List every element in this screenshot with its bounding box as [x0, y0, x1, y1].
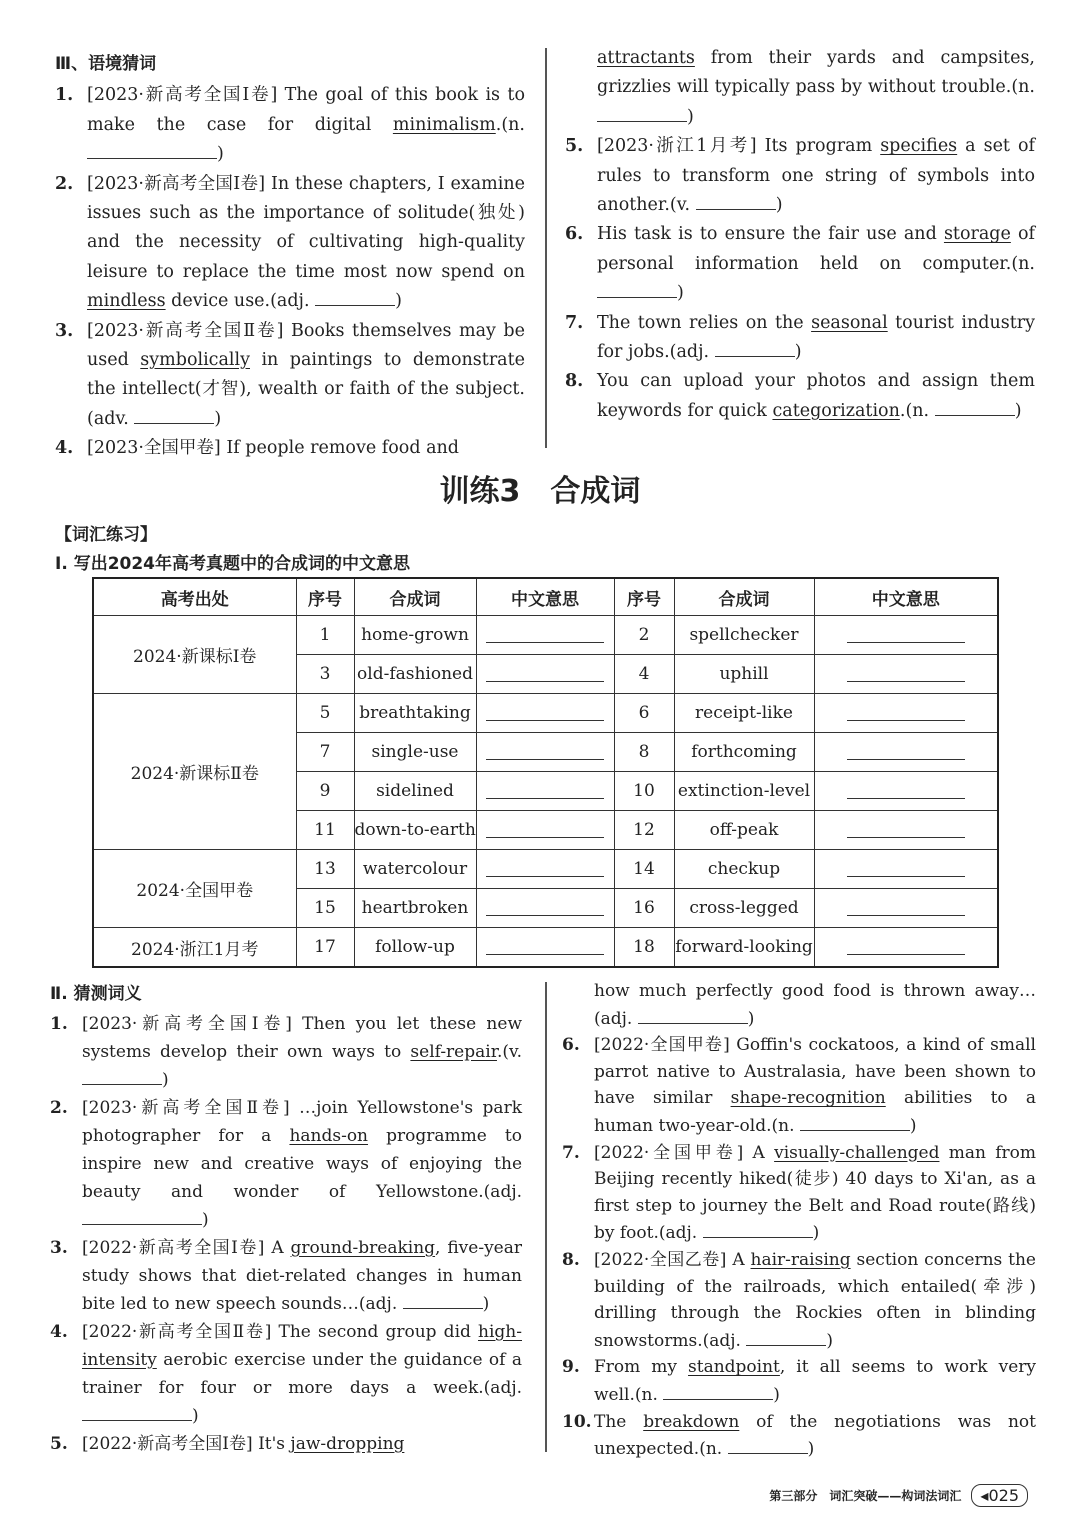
list-item: 6. His task is to ensure the fair use and storage of personal information held on computer.(n. ) — [565, 220, 1035, 308]
source-cell: 2024·新课标Ⅰ卷 — [93, 616, 296, 694]
list-item: 10. The breakdown of the negotiations was not unexpected.(n. ) — [562, 1409, 1036, 1463]
item-number: 3. — [50, 1238, 68, 1258]
item-number: 1. — [50, 1014, 68, 1034]
table-header-row — [93, 578, 998, 616]
answer-blank[interactable] — [847, 934, 965, 955]
number-cell: 8 — [614, 733, 674, 772]
item-text-end: tourist industry for jobs. — [597, 312, 1036, 363]
answer-blank[interactable] — [847, 700, 965, 721]
source-cell: 2024·浙江1月考 — [93, 928, 296, 968]
target-word: hands-on — [289, 1126, 369, 1146]
word-cell: breathtaking — [354, 694, 476, 733]
number-cell: 18 — [614, 928, 674, 968]
item-continuation: attractants from their yards and campsites, grizzlies will typically pass by without trouble.(n. ) — [597, 48, 1035, 127]
item-text-end: , it all seems to work very well. — [594, 1357, 1036, 1405]
answer-blank[interactable] — [847, 895, 965, 916]
part-of-speech: (adj. — [358, 1294, 398, 1314]
column-header: 高考出处 — [93, 578, 296, 616]
item-text: The town relies on the — [597, 312, 812, 333]
answer-blank[interactable] — [87, 140, 217, 159]
item-number: 2. — [50, 1098, 68, 1118]
target-word: attractants — [597, 48, 695, 68]
list-item: 3. [2023·新高考全国Ⅱ卷] Books themselves may be used symbolically in paintings to demonstrate the intellect(才智), wealth or faith of the subject.(adv. ) — [55, 317, 525, 435]
table-row — [93, 928, 998, 968]
item-source: [2022·全国甲卷] — [594, 1035, 730, 1056]
meaning-cell[interactable] — [814, 694, 998, 733]
item-text-end: , five-year study shows that diet-related changes in human bite led to new speech sounds… — [82, 1238, 523, 1314]
answer-blank[interactable] — [82, 1402, 192, 1421]
column-header: 序号 — [614, 578, 674, 616]
word-cell: checkup — [674, 850, 814, 889]
part-of-speech: (n. — [771, 1115, 795, 1136]
item-text: A — [752, 1142, 775, 1163]
target-word: shape-recognition — [730, 1088, 886, 1109]
item-source: [2023·新高考全国Ⅰ卷] — [87, 85, 278, 106]
part-of-speech: (adj. — [669, 342, 710, 363]
item-source: [2023·新高考全国Ⅱ卷] — [82, 1098, 290, 1118]
part-of-speech: (v. — [669, 195, 691, 216]
number-cell: 14 — [614, 850, 674, 889]
answer-blank[interactable] — [847, 661, 965, 682]
item-source: [2022·新高考全国Ⅱ卷] — [82, 1322, 272, 1342]
target-word: specifies — [880, 136, 958, 157]
item-text: His task is to ensure the fair use and — [597, 224, 944, 245]
answer-blank[interactable] — [800, 1112, 910, 1131]
answer-blank[interactable] — [82, 1206, 202, 1225]
item-source: [2023·新高考全国Ⅱ卷] — [87, 320, 284, 341]
meaning-cell[interactable] — [476, 616, 614, 655]
column-header: 合成词 — [354, 578, 476, 616]
item-text-end: a set of rules to transform one string of symbols into another. — [597, 136, 1035, 216]
number-cell: 13 — [296, 850, 354, 889]
number-cell: 2 — [614, 616, 674, 655]
part-of-speech: (v. — [502, 1042, 522, 1062]
item-source: [2023·新高考全国Ⅰ卷] — [87, 173, 266, 194]
item-text: You can upload your photos and assign them keywords for quick — [597, 371, 1035, 421]
item-number: 6. — [562, 1035, 580, 1056]
item-text: It's — [258, 1434, 291, 1454]
part-of-speech: (adj. — [270, 291, 310, 312]
item-number: 2. — [55, 173, 74, 194]
section2-heading: Ⅱ. 猜测词义 — [50, 984, 142, 1004]
item-source: [2023·浙江1月考] — [597, 136, 757, 157]
meaning-cell[interactable] — [476, 889, 614, 928]
item-text: If people remove food and — [226, 438, 459, 459]
list-item: 1. [2023·新高考全国Ⅰ卷] The goal of this book is to make the case for digital minimalism.(n. ) — [55, 81, 525, 169]
item-text-end: . — [495, 114, 502, 135]
item-number: 10. — [562, 1411, 592, 1432]
answer-blank[interactable] — [486, 856, 604, 877]
table-row — [93, 694, 998, 733]
answer-blank[interactable] — [82, 1066, 162, 1085]
part-of-speech: (adj. — [658, 1223, 698, 1244]
answer-blank[interactable] — [663, 1381, 773, 1400]
item-text-end: from their yards and campsites, grizzlies will typically pass by without trouble. — [597, 48, 1035, 98]
item-number: 4. — [55, 438, 74, 459]
item-text: The goal of this book is to make the case for digital — [87, 85, 525, 135]
meaning-cell[interactable] — [814, 616, 998, 655]
item-number: 5. — [50, 1434, 68, 1454]
list-item: 4. [2022·新高考全国Ⅱ卷] The second group did high-intensity aerobic exercise under the guidance of a trainer for four or more days a week.(adj. ) — [50, 1318, 522, 1430]
item-number: 7. — [562, 1142, 580, 1163]
task1-heading: Ⅰ. 写出2024年高考真题中的合成词的中文意思 — [55, 554, 411, 574]
list-item: 7. The town relies on the seasonal tourist industry for jobs.(adj. ) — [565, 309, 1035, 368]
part-of-speech: (adj. — [483, 1378, 522, 1398]
word-cell: cross-legged — [674, 889, 814, 928]
item-number: 6. — [565, 224, 584, 245]
answer-blank[interactable] — [403, 1290, 483, 1309]
meaning-cell[interactable] — [814, 889, 998, 928]
part-of-speech: (n. — [1011, 77, 1035, 98]
answer-blank[interactable] — [715, 338, 795, 357]
item-number: 5. — [565, 136, 584, 157]
list-item: 9. From my standpoint, it all seems to work very well.(n. ) — [562, 1354, 1036, 1408]
list-item: 6. [2022·全国甲卷] Goffin's cockatoos, a kind of small parrot native to Australasia, have been shown to have similar shape-recognition abilities to a human two-year-old.(n. ) — [562, 1032, 1036, 1139]
meaning-cell[interactable] — [476, 928, 614, 968]
meaning-cell[interactable] — [814, 928, 998, 968]
answer-blank[interactable] — [847, 739, 965, 760]
item-text-end: device use. — [165, 291, 271, 312]
answer-blank[interactable] — [728, 1435, 808, 1454]
list-item — [50, 1430, 522, 1458]
section3-right-column — [565, 44, 1035, 426]
answer-blank[interactable] — [696, 191, 776, 210]
word-cell: follow-up — [354, 928, 476, 968]
column-header: 序号 — [296, 578, 354, 616]
part-of-speech: (adj. — [702, 1330, 741, 1351]
item-number: 8. — [565, 371, 584, 392]
meaning-cell[interactable] — [476, 811, 614, 850]
meaning-cell[interactable] — [476, 772, 614, 811]
item-source: [2022·新高考全国Ⅰ卷] — [82, 1434, 253, 1454]
item-text: Its program — [764, 136, 881, 157]
item-continuation: how much perfectly good food is thrown away…(adj. ) — [594, 981, 1036, 1029]
answer-blank[interactable] — [638, 1005, 748, 1024]
item-source: [2023·新高考全国Ⅰ卷] — [82, 1014, 292, 1034]
answer-blank[interactable] — [486, 622, 604, 643]
item-text-end: . — [496, 1042, 503, 1062]
item-source: [2022·全国乙卷] — [594, 1249, 727, 1270]
meaning-cell[interactable] — [814, 733, 998, 772]
column-divider — [545, 982, 547, 1452]
word-cell: sidelined — [354, 772, 476, 811]
item-number: 9. — [562, 1357, 580, 1378]
target-word: categorization — [772, 400, 900, 421]
item-text-end: section concerns the building of the railroads, which entailed(牵涉) drilling through the Rockies often in blinding snowstorms. — [594, 1249, 1036, 1351]
item-text: Then you let these new systems develop their own ways to — [82, 1014, 522, 1062]
number-cell: 4 — [614, 655, 674, 694]
list-item: 5. [2023·浙江1月考] Its program specifies a set of rules to transform one string of symbols into another.(v. ) — [565, 132, 1035, 220]
number-cell: 6 — [614, 694, 674, 733]
target-word: ground-breaking — [290, 1238, 436, 1258]
target-word: visually-challenged — [774, 1142, 940, 1163]
word-cell: forward-looking — [674, 928, 814, 968]
word-cell: home-grown — [354, 616, 476, 655]
meaning-cell[interactable] — [814, 811, 998, 850]
item-text-end: of the negotiations was not unexpected. — [594, 1411, 1036, 1460]
part-of-speech: (adj. — [483, 1182, 522, 1202]
meaning-cell[interactable] — [814, 772, 998, 811]
item-source: [2023·全国甲卷] — [87, 438, 221, 459]
part-of-speech: (n. — [501, 114, 525, 135]
item-text-end: programme to inspire new and creative ways of enjoying the beauty and wonder of Yellowstone. — [82, 1126, 523, 1202]
answer-blank[interactable] — [746, 1327, 826, 1346]
answer-blank[interactable] — [847, 856, 965, 877]
part-of-speech: (n. — [905, 400, 930, 421]
section2-right-column — [562, 978, 1036, 1463]
answer-blank[interactable] — [486, 778, 604, 799]
page-title: 训练3 合成词 — [439, 474, 641, 509]
meaning-cell[interactable] — [814, 850, 998, 889]
section3-left-column — [55, 50, 525, 464]
item-number: 3. — [55, 320, 74, 341]
column-divider — [545, 48, 547, 448]
item-text-end: man from Beijing recently hiked(徒步) 40 days to Xi'an, as a first step to journey the Belt and Road route(路线) by foot. — [594, 1142, 1036, 1244]
target-word: mindless — [87, 291, 166, 312]
column-header: 中文意思 — [814, 578, 998, 616]
list-item: 7. [2022·全国甲卷] A visually-challenged man from Beijing recently hiked(徒步) 40 days to Xi'an, as a first step to journey the Belt and Road route(路线) by foot.(adj. ) — [562, 1140, 1036, 1247]
item-text: In these chapters, I examine issues such as the importance of solitude(独处) and the necessity of cultivating high-quality leisure to replace the time most now spend on — [87, 173, 526, 282]
answer-blank[interactable] — [486, 895, 604, 916]
number-cell: 3 — [296, 655, 354, 694]
word-cell: heartbroken — [354, 889, 476, 928]
target-word: symbolically — [140, 350, 250, 371]
part-of-speech: (n. — [634, 1384, 658, 1405]
section3-heading: Ⅲ、语境猜词 — [55, 54, 157, 74]
item-text-end: in paintings to demonstrate the intellect(才智), wealth or faith of the subject. — [87, 350, 526, 400]
meaning-cell[interactable] — [476, 850, 614, 889]
target-word: minimalism — [392, 114, 496, 135]
item-text-end: abilities to a human two-year-old. — [594, 1088, 1036, 1136]
answer-blank[interactable] — [597, 103, 687, 122]
item-text-end: . — [899, 400, 906, 421]
word-cell: uphill — [674, 655, 814, 694]
target-word: jaw-dropping — [290, 1434, 405, 1454]
word-cell: single-use — [354, 733, 476, 772]
target-word: seasonal — [811, 312, 888, 333]
answer-blank[interactable] — [134, 405, 214, 424]
number-cell: 16 — [614, 889, 674, 928]
answer-blank[interactable] — [486, 700, 604, 721]
word-cell: spellchecker — [674, 616, 814, 655]
item-text: Books themselves may be used — [87, 320, 525, 371]
column-header: 中文意思 — [476, 578, 614, 616]
item-source: [2022·全国甲卷] — [594, 1142, 744, 1163]
word-cell: off-peak — [674, 811, 814, 850]
item-number: 7. — [565, 312, 584, 333]
item-text: The — [594, 1411, 644, 1432]
item-text: Goffin's cockatoos, a kind of small parrot native to Australasia, have been shown to have similar — [594, 1035, 1036, 1109]
list-item: 3. [2022·新高考全国Ⅰ卷] A ground-breaking, five-year study shows that diet-related changes in human bite led to new speech sounds…(adj. ) — [50, 1234, 522, 1318]
page-number: ◂025 — [971, 1484, 1028, 1507]
list-item — [55, 434, 525, 463]
target-word: storage — [943, 224, 1011, 245]
list-item: 1. [2023·新高考全国Ⅰ卷] Then you let these new systems develop their own ways to self-repair.(v. ) — [50, 1010, 522, 1094]
item-source: [2022·新高考全国Ⅰ卷] — [82, 1238, 265, 1258]
list-item: 2. [2023·新高考全国Ⅱ卷] …join Yellowstone's park photographer for a hands-on programme to inspire new and creative ways of enjoying the beauty and wonder of Yellowstone.(adj. ) — [50, 1094, 522, 1234]
part-of-speech: (n. — [1011, 253, 1035, 274]
word-cell: old-fashioned — [354, 655, 476, 694]
list-item: 2. [2023·新高考全国Ⅰ卷] In these chapters, I examine issues such as the importance of solitude(独处) and the necessity of cultivating high-quality leisure to replace the time most now spend on mindless device use.(adj. ) — [55, 170, 525, 317]
number-cell: 10 — [614, 772, 674, 811]
meaning-cell[interactable] — [476, 694, 614, 733]
target-word: high-intensity — [82, 1322, 522, 1370]
item-text-end: aerobic exercise under the guidance of a trainer for four or more days a week. — [82, 1350, 522, 1398]
source-cell: 2024·新课标Ⅱ卷 — [93, 694, 296, 850]
meaning-cell[interactable] — [476, 733, 614, 772]
column-header: 合成词 — [674, 578, 814, 616]
word-cell: extinction-level — [674, 772, 814, 811]
meaning-cell[interactable] — [476, 655, 614, 694]
answer-blank[interactable] — [847, 817, 965, 838]
answer-blank[interactable] — [315, 287, 395, 306]
answer-blank[interactable] — [847, 622, 965, 643]
item-text: The second group did — [278, 1322, 479, 1342]
footer-section-label: 第三部分 词汇突破——构词法词汇 — [769, 1489, 962, 1503]
number-cell: 1 — [296, 616, 354, 655]
word-cell: receipt-like — [674, 694, 814, 733]
number-cell: 17 — [296, 928, 354, 968]
item-text: From my — [594, 1357, 689, 1378]
word-cell: down-to-earth — [354, 811, 476, 850]
list-item: 8. [2022·全国乙卷] A hair-raising section concerns the building of the railroads, which entailed(牵涉) drilling through the Rockies often in blinding snowstorms.(adj. ) — [562, 1247, 1036, 1354]
word-cell: watercolour — [354, 850, 476, 889]
meaning-cell[interactable] — [814, 655, 998, 694]
item-text-end: of personal information held on computer. — [597, 224, 1036, 274]
part-of-speech: (adv. — [87, 408, 129, 429]
answer-blank[interactable] — [597, 279, 677, 298]
number-cell: 9 — [296, 772, 354, 811]
answer-blank[interactable] — [703, 1219, 813, 1238]
page-footer — [769, 1484, 1028, 1507]
answer-blank[interactable] — [486, 739, 604, 760]
target-word: hair-raising — [750, 1249, 851, 1270]
answer-blank[interactable] — [486, 661, 604, 682]
source-cell: 2024·全国甲卷 — [93, 850, 296, 928]
number-cell: 15 — [296, 889, 354, 928]
compound-words-table — [92, 577, 999, 968]
answer-blank[interactable] — [935, 397, 1015, 416]
item-text: …join Yellowstone's park photographer for a — [82, 1098, 522, 1146]
section2-left-column — [50, 980, 522, 1458]
number-cell: 5 — [296, 694, 354, 733]
table-row — [93, 616, 998, 655]
word-cell: forthcoming — [674, 733, 814, 772]
item-text-end: how much perfectly good food is thrown away… — [594, 981, 1036, 1001]
item-text: A — [732, 1249, 751, 1270]
vocab-practice-heading: 【词汇练习】 — [55, 525, 157, 545]
item-number: 1. — [55, 85, 74, 106]
answer-blank[interactable] — [486, 934, 604, 955]
table-row — [93, 850, 998, 889]
number-cell: 12 — [614, 811, 674, 850]
answer-blank[interactable] — [847, 778, 965, 799]
number-cell: 11 — [296, 811, 354, 850]
item-text: A — [271, 1238, 291, 1258]
item-number: 4. — [50, 1322, 68, 1342]
list-item: 8. You can upload your photos and assign them keywords for quick categorization.(n. ) — [565, 367, 1035, 426]
number-cell: 7 — [296, 733, 354, 772]
target-word: standpoint — [688, 1357, 780, 1378]
item-number: 8. — [562, 1249, 580, 1270]
target-word: breakdown — [643, 1411, 740, 1432]
target-word: self-repair — [410, 1042, 497, 1062]
part-of-speech: (adj. — [594, 1008, 633, 1029]
answer-blank[interactable] — [486, 817, 604, 838]
part-of-speech: (n. — [699, 1439, 723, 1460]
